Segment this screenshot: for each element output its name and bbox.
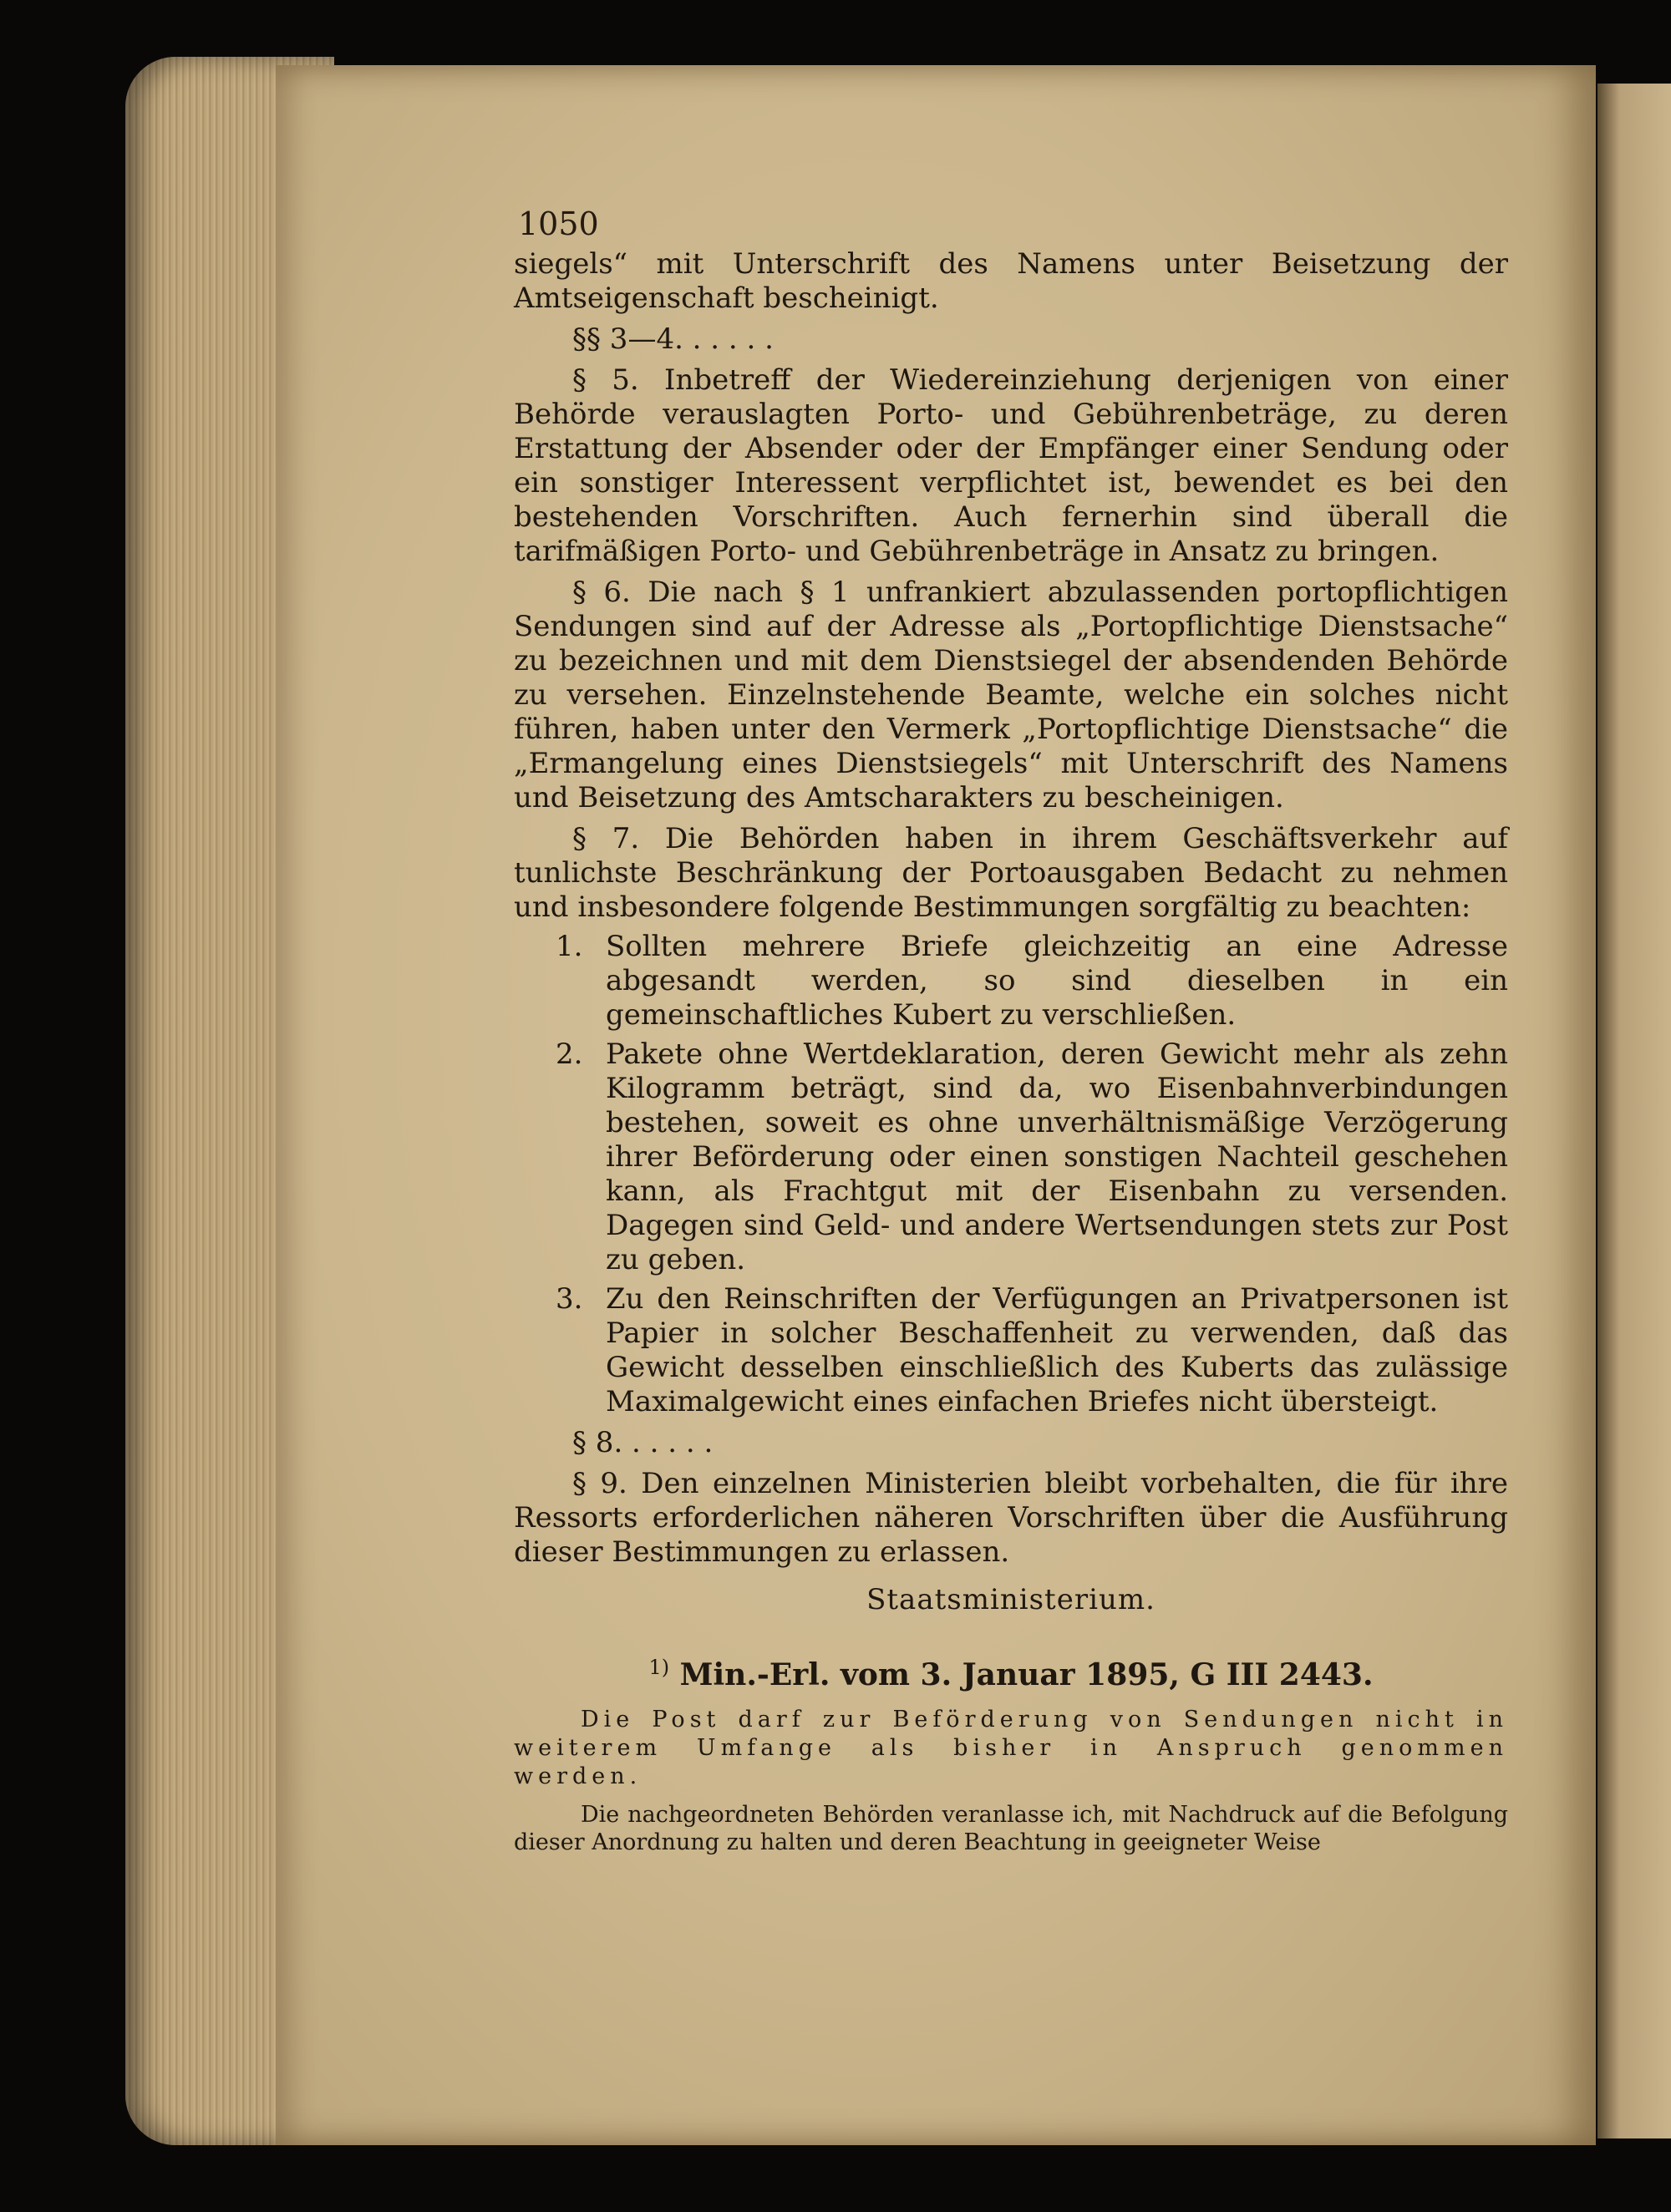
list-item-2 [514,1038,1508,1277]
signature: Staatsministerium. [866,1583,1155,1616]
paragraph-continuation: siegels“ mit Unterschrift des Namens unter Beisetzung der Amtseigenschaft bescheinigt. [514,247,1508,315]
paragraph-section-7: § 7. Die Behörden haben in ihrem Geschäftsverkehr auf tunlichste Beschränkung der Portoausgaben Bedacht zu nehmen und insbesondere folgende Bestimmungen sorgfältig zu beachten: [514,822,1508,924]
paragraph-section-9: § 9. Den einzelnen Ministerien bleibt vorbehalten, die für ihre Ressorts erforderlichen näheren Vorschriften über die Ausführung dieser Bestimmungen zu erlassen. [514,1467,1508,1569]
paragraph-section-3-4: §§ 3—4. . . . . . [572,322,774,356]
list-item-3 [514,1282,1508,1419]
footnote-paragraph-2: Die nachgeordneten Behörden veranlasse ich, mit Nachdruck auf die Befolgung dieser Anordnung zu halten und deren Beachtung in geeigneter Weise [514,1802,1508,1855]
footnote-heading [514,1651,1508,1692]
footnote-paragraph-1: Die Post darf zur Beförderung von Sendungen nicht in weiterem Umfange als bisher in Anspruch genommen werden. [514,1707,1508,1789]
list-text: Pakete ohne Wertdeklaration, deren Gewicht mehr als zehn Kilogramm beträgt, sind da, wo Eisenbahnverbindungen bestehen, soweit es ohne unverhältnismäßige Verzögerung ihrer Beförderung oder einen sonstigen Nachteil geschehen kann, als Frachtgut mit der Eisenbahn zu versenden. Dagegen sind Geld- und andere Wertsendungen stets zur Post zu geben. [606,1038,1508,1276]
list-text: Zu den Reinschriften der Verfügungen an Privatpersonen ist Papier in solcher Beschaffenheit zu verwenden, daß das Gewicht desselben einschließlich des Kuberts das zulässige Maximalgewicht eines einfachen Briefes nicht übersteigt. [606,1282,1508,1418]
list-text: Sollten mehrere Briefe gleichzeitig an eine Adresse abgesandt werden, so sind dieselben in ein gemeinschaftliches Kubert zu verschließen. [606,930,1508,1032]
paragraph-section-5: § 5. Inbetreff der Wiedereinziehung derjenigen von einer Behörde verauslagten Porto- und Gebührenbeträge, zu deren Erstattung der Absender oder der Empfänger einer Sendung oder ein sonstiger Interessent verpflichtet ist, bewendet es bei den bestehenden Vorschriften. Auch fernerhin sind überall die tarifmäßigen Porto- und Gebührenbeträge in Ansatz zu bringen. [514,363,1508,568]
footnote-title: Min.-Erl. vom 3. Januar 1895, G III 2443. [679,1657,1374,1692]
paragraph-section-8: § 8. . . . . . [572,1426,714,1459]
page-text [514,214,1508,1856]
list-number: 2. [556,1038,583,1071]
page-number: 1050 [518,205,599,242]
paragraph-section-6: § 6. Die nach § 1 unfrankiert abzulassenden portopflichtigen Sendungen sind auf der Adresse als „Portopflichtige Dienstsache“ zu bezeichnen und mit dem Dienstsiegel der absendenden Behörde zu versehen. Einzelnstehende Beamte, welche ein solches nicht führen, haben unter den Vermerk „Portopflichtige Dienstsache“ die „Ermangelung eines Dienstsiegels“ mit Unterschrift des Namens und Beisetzung des Amtscharakters zu bescheinigen. [514,576,1508,814]
list-number: 3. [556,1282,583,1316]
list-item-1 [514,930,1508,1032]
list-number: 1. [556,930,583,963]
footnote-marker: 1) [648,1656,670,1679]
book-page [276,65,1596,2145]
facing-page-edge [1597,84,1671,2138]
